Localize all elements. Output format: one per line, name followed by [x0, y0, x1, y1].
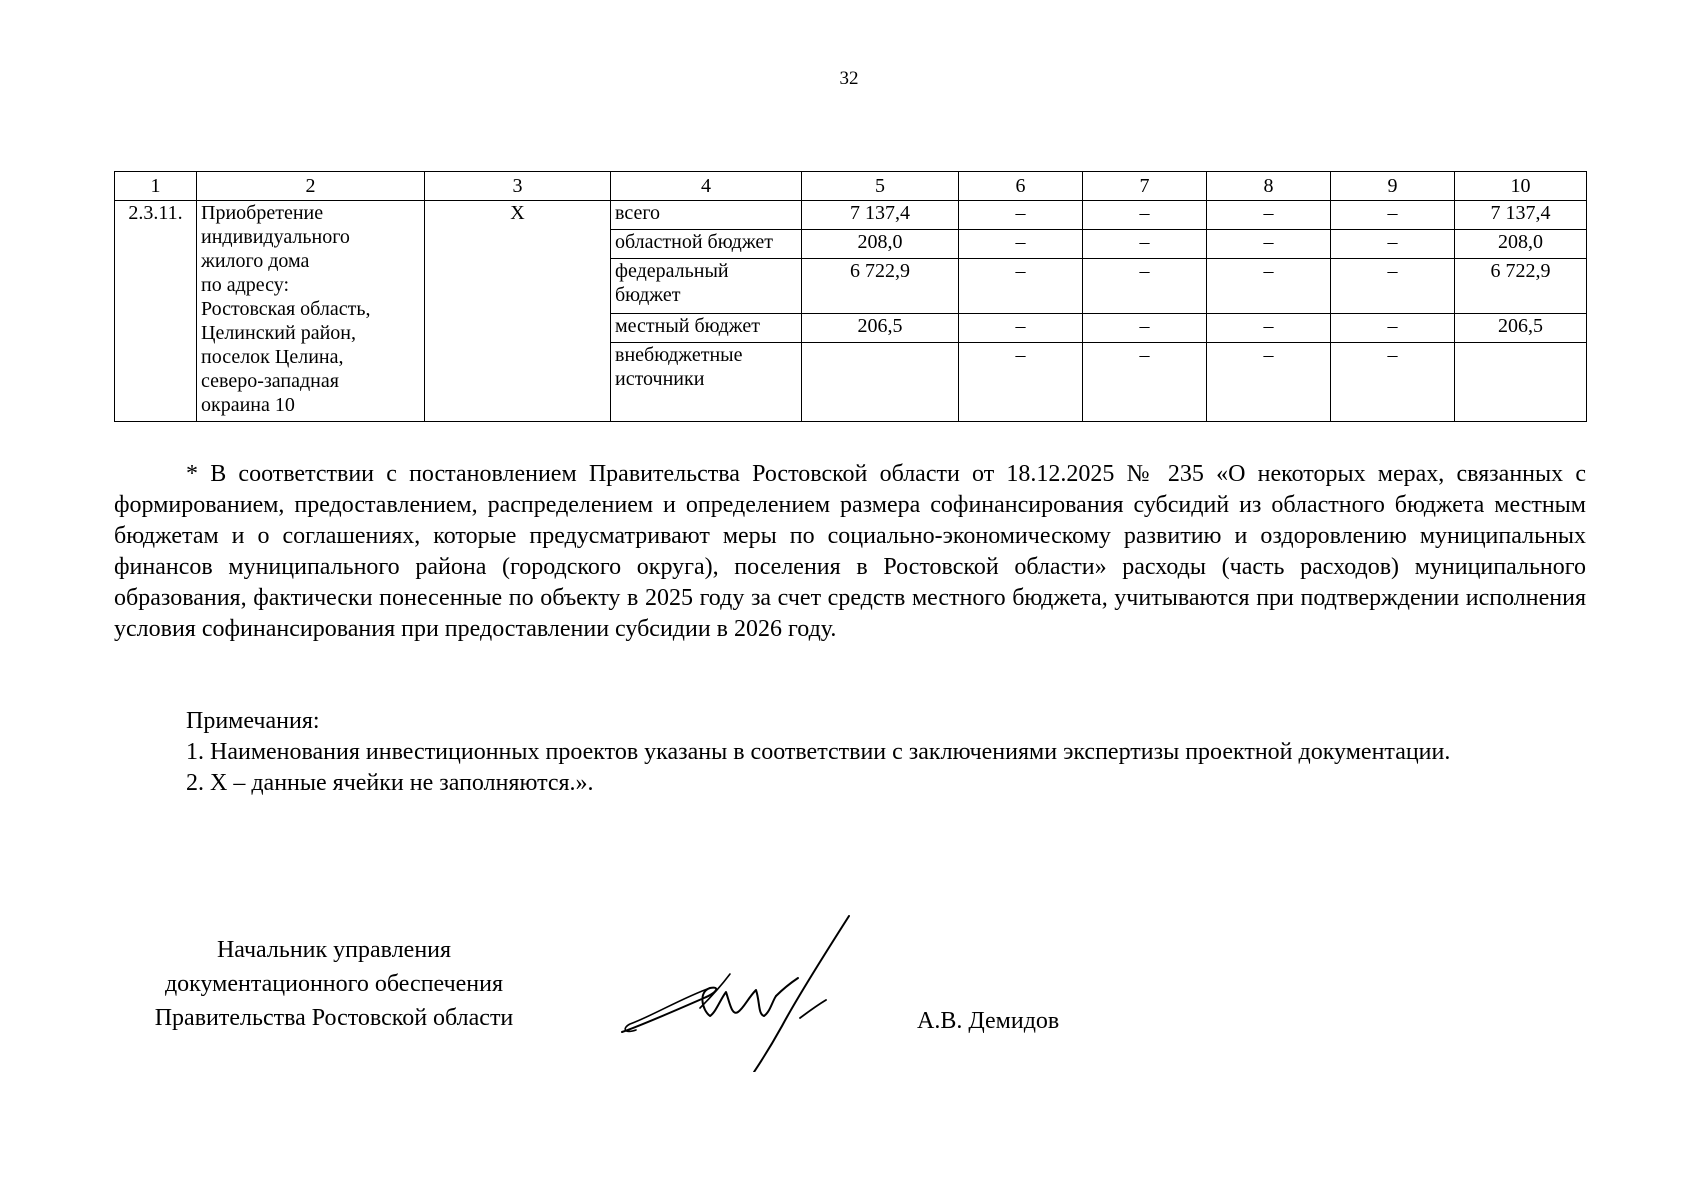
column-header-10: 10 [1455, 172, 1587, 201]
value-cell: – [1083, 314, 1207, 343]
column-header-5: 5 [802, 172, 959, 201]
item-name-line: Приобретение [201, 202, 324, 224]
source-label: всего [611, 201, 802, 230]
column-header-3: 3 [425, 172, 611, 201]
note-item: 1. Наименования инвестиционных проектов указаны в соответствии с заключениями экспертизы проектной документации. [186, 739, 1451, 765]
value-cell: – [959, 343, 1083, 422]
value-cell: – [1083, 343, 1207, 422]
value-cell: 7 137,4 [802, 201, 959, 230]
value-cell: – [1331, 201, 1455, 230]
item-number: 2.3.11. [115, 201, 197, 422]
value-cell: – [1083, 201, 1207, 230]
column-header-4: 4 [611, 172, 802, 201]
signatory-position [114, 933, 554, 1035]
value-cell: 208,0 [1455, 230, 1587, 259]
item-name [197, 201, 425, 422]
item-name-line: поселок Целина, [201, 346, 344, 368]
source-label [611, 343, 802, 422]
value-cell: – [1331, 314, 1455, 343]
column-header-2: 2 [197, 172, 425, 201]
value-cell: – [1207, 201, 1331, 230]
signatory-position-line: документационного обеспечения [164, 971, 504, 997]
value-cell: – [1207, 314, 1331, 343]
budget-table [114, 171, 1587, 422]
item-name-line: северо-западная [201, 370, 339, 392]
signatory-name: А.В. Демидов [917, 1008, 1060, 1034]
value-cell: – [1083, 230, 1207, 259]
value-cell: – [1083, 259, 1207, 314]
value-cell: 6 722,9 [802, 259, 959, 314]
column-header-1: 1 [115, 172, 197, 201]
value-cell: – [959, 259, 1083, 314]
footnote: * В соответствии с постановлением Правительства Ростовской области от 18.12.2025 № 235 «О некоторых мерах, связанных с формированием, предоставлением, распределением и определением размера софинансирования субсидий из областного бюджета местным бюджетам и о соглашениях, которые предусматривают меры по социально-экономическому развитию и оздоровлению муниципальных финансов муниципального района (городского округа), поселения в Ростовской области» расходы (часть расходов) муниципального образования, фактически понесенные по объекту в 2025 году за счет средств местного бюджета, учитываются при подтверждении исполнения условия софинансирования при предоставлении субсидии в 2026 году. [114, 461, 1586, 642]
source-label: местный бюджет [611, 314, 802, 343]
value-cell: – [959, 230, 1083, 259]
value-cell: – [1207, 230, 1331, 259]
note-item: 2. Х – данные ячейки не заполняются.». [186, 770, 594, 796]
source-label [611, 259, 802, 314]
value-cell: – [1207, 343, 1331, 422]
value-cell: – [1331, 259, 1455, 314]
value-cell: 206,5 [1455, 314, 1587, 343]
value-cell [1455, 343, 1587, 422]
notes-section [114, 706, 1586, 799]
item-name-line: окраина 10 [201, 394, 295, 416]
value-cell: 208,0 [802, 230, 959, 259]
column-header-9: 9 [1331, 172, 1455, 201]
value-cell: – [1331, 343, 1455, 422]
value-cell: 6 722,9 [1455, 259, 1587, 314]
value-cell: – [1331, 230, 1455, 259]
item-name-line: индивидуального [201, 226, 350, 248]
value-cell [802, 343, 959, 422]
value-cell: – [959, 201, 1083, 230]
value-cell: – [1207, 259, 1331, 314]
source-label-line: федеральный [615, 260, 729, 282]
item-name-line: Целинский район, [201, 322, 356, 344]
table-header-row [115, 172, 1587, 201]
signatory-position-line: Правительства Ростовской области [154, 1005, 514, 1031]
item-name-line: по адресу: [201, 274, 290, 296]
table-row-total [115, 201, 1587, 230]
column-header-6: 6 [959, 172, 1083, 201]
item-name-line: жилого дома [201, 250, 310, 272]
source-label-line: бюджет [615, 284, 681, 306]
source-label-line: источники [615, 368, 705, 390]
notes-title: Примечания: [186, 708, 320, 734]
handwritten-signature [612, 912, 882, 1072]
source-label: областной бюджет [611, 230, 802, 259]
column-header-7: 7 [1083, 172, 1207, 201]
signatory-position-line: Начальник управления [216, 937, 452, 963]
item-col3-mark: Х [425, 201, 611, 422]
value-cell: 206,5 [802, 314, 959, 343]
page-number: 32 [839, 68, 859, 89]
source-label-line: внебюджетные [615, 344, 743, 366]
value-cell: 7 137,4 [1455, 201, 1587, 230]
column-header-8: 8 [1207, 172, 1331, 201]
value-cell: – [959, 314, 1083, 343]
item-name-line: Ростовская область, [201, 298, 371, 320]
